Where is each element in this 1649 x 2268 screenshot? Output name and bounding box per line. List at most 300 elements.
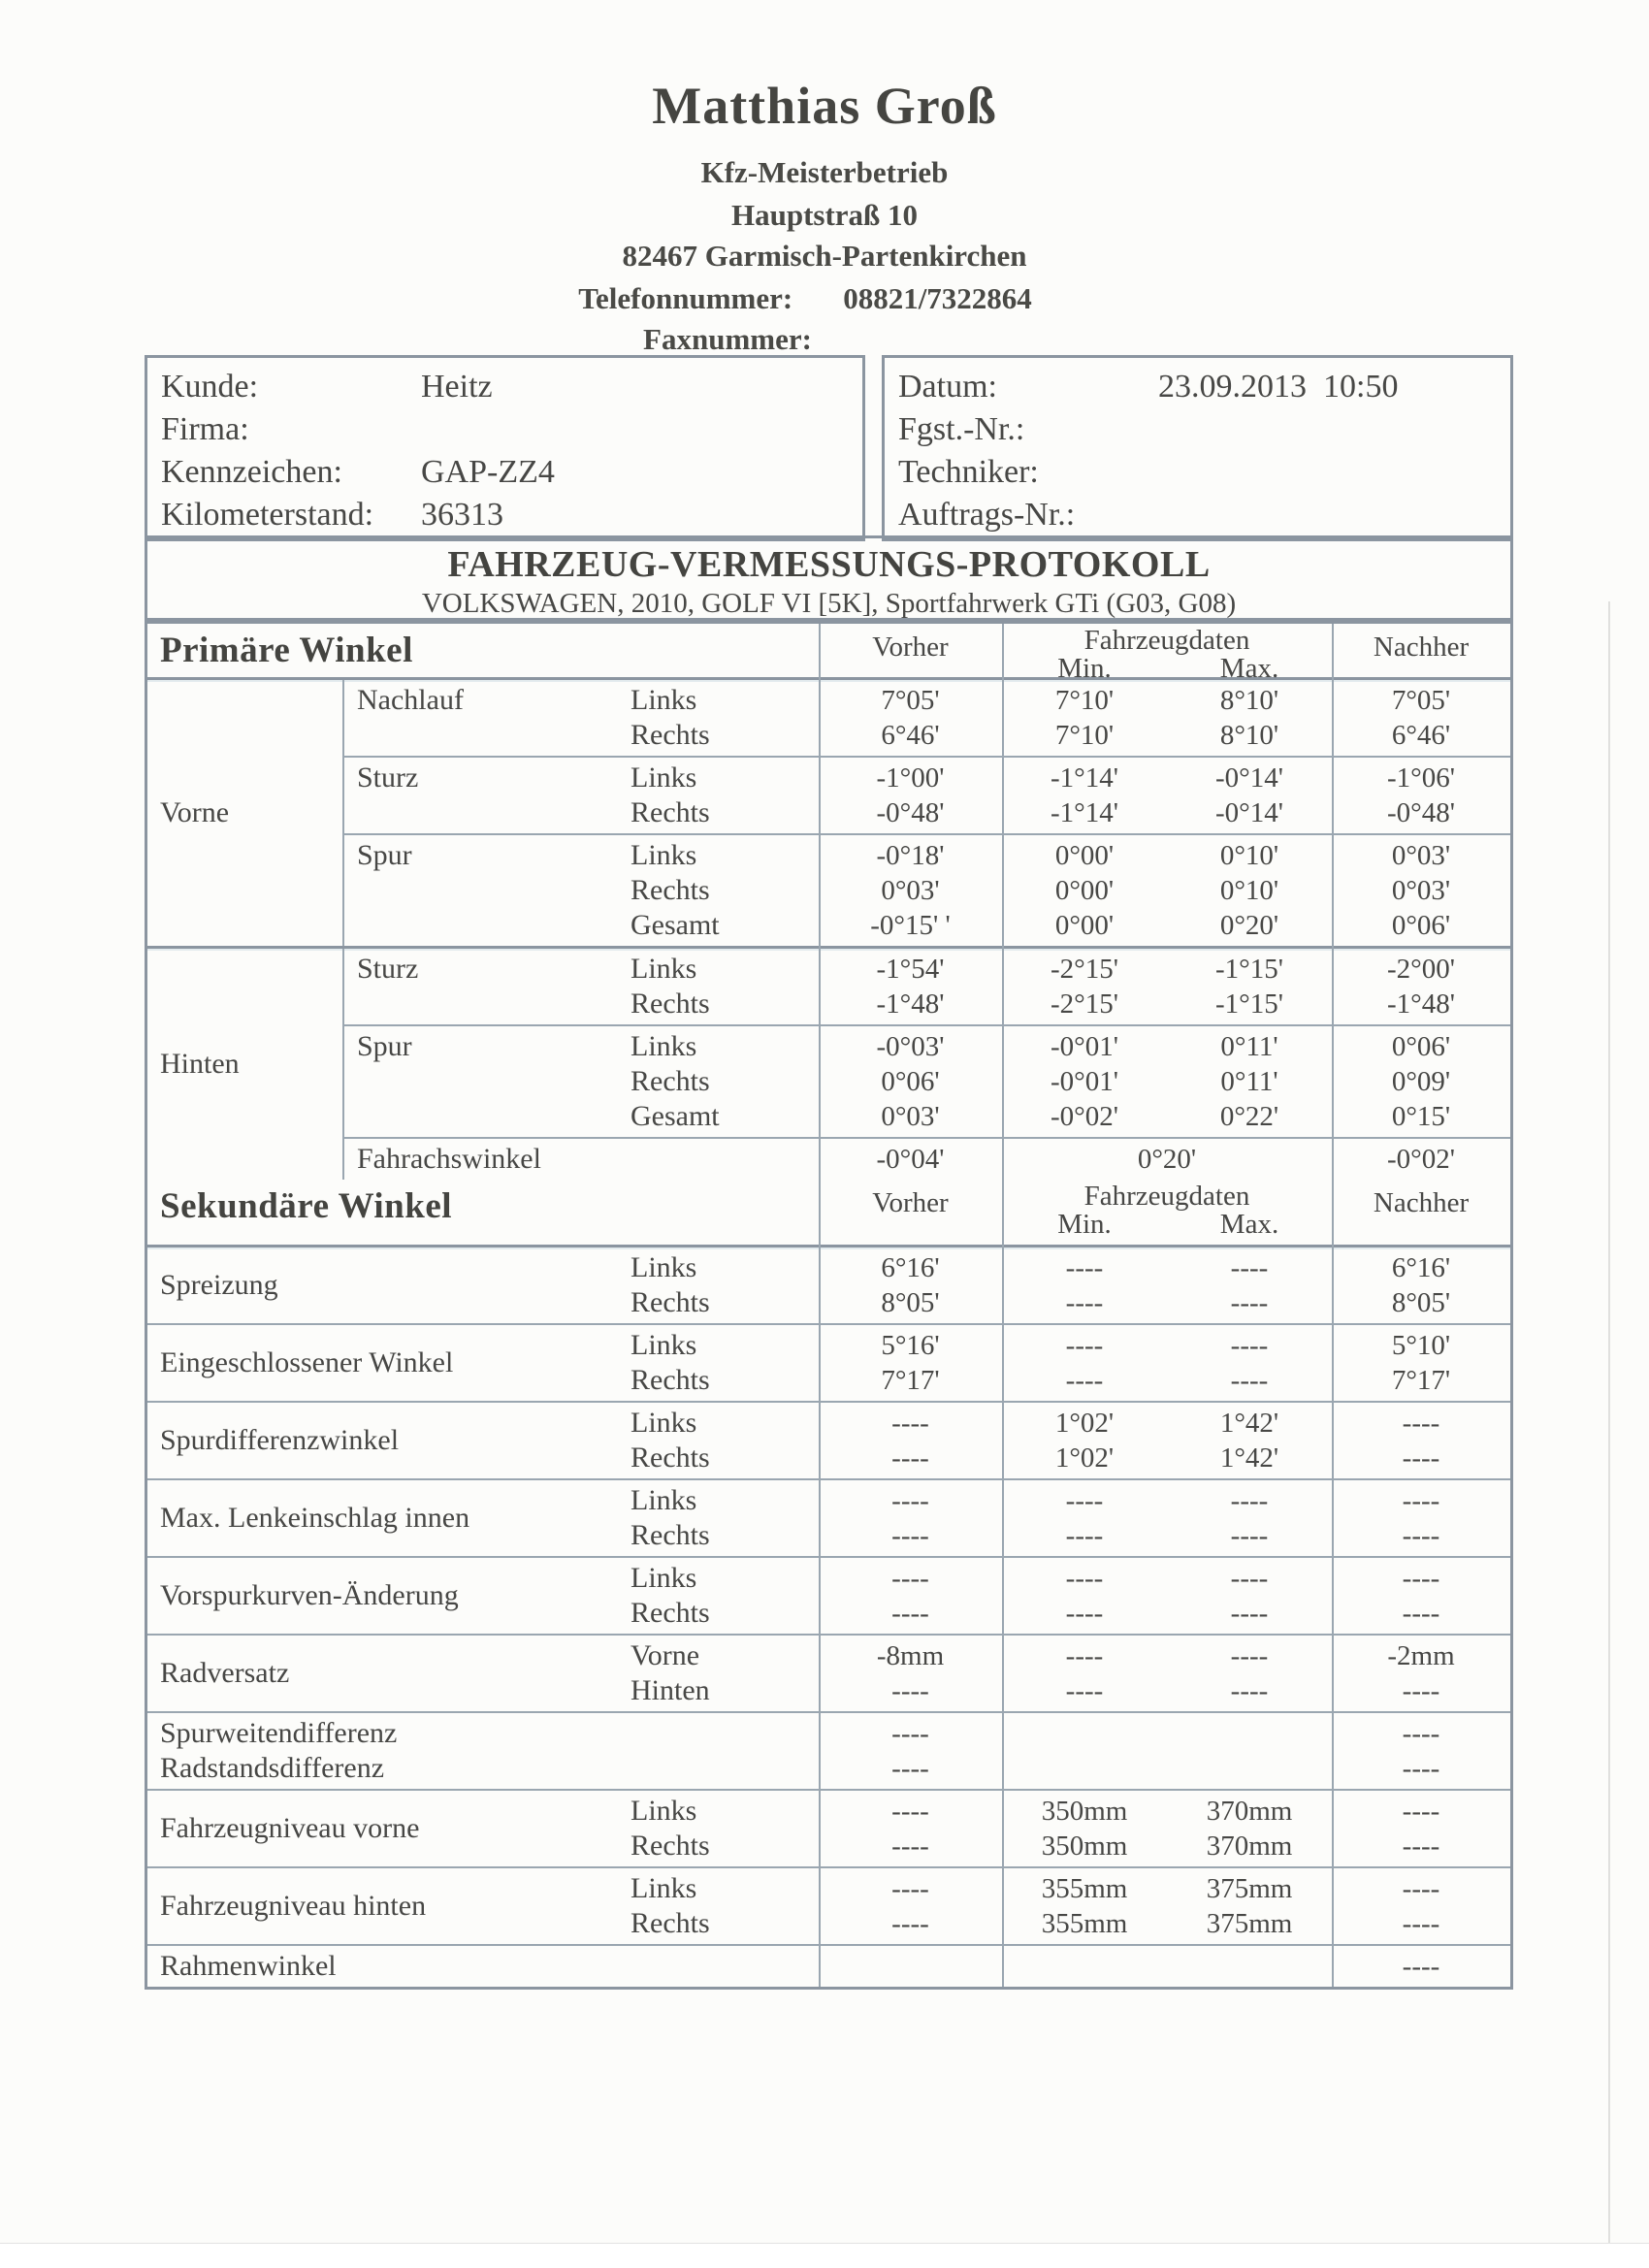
side-label: Links (630, 1407, 697, 1439)
value-min: 0°00' (1054, 840, 1115, 871)
row-label (147, 1480, 616, 1556)
measurement-line (616, 1949, 1510, 1984)
measurement-line (616, 1596, 1510, 1631)
value-vorher: -1°54' (876, 954, 945, 985)
value-min: 0°00' (1054, 875, 1115, 906)
value-vorher: 0°03' (881, 875, 940, 906)
info-row (161, 408, 862, 451)
secondary-angles-body (147, 1247, 1510, 1987)
value-vorher: 6°16' (881, 1252, 940, 1283)
value-nachher: ---- (1402, 1908, 1440, 1939)
primary-angles-header (147, 624, 1510, 684)
measurement-line (616, 1099, 1510, 1134)
side-label: Links (630, 1872, 697, 1904)
side-label (616, 1716, 819, 1751)
value-vorher: ---- (891, 1598, 929, 1629)
side-label: Vorne (630, 1639, 700, 1671)
side-label: Links (630, 1562, 697, 1594)
order-info-box (882, 355, 1513, 541)
value-max: ---- (1230, 1365, 1269, 1396)
value-max: 370mm (1206, 1796, 1293, 1827)
value-nachher: 8°05' (1391, 1287, 1451, 1318)
measure-row (147, 1558, 1510, 1636)
value-vorher: -8mm (876, 1640, 945, 1671)
value-nachher: -0°02' (1387, 1144, 1455, 1175)
row-label (147, 1713, 616, 1789)
measurement-line (616, 987, 1510, 1021)
side-label: Hinten (630, 1674, 710, 1706)
value-min: ---- (1065, 1563, 1104, 1594)
info-value: 36313 (421, 497, 503, 533)
parameter-lines (616, 761, 1510, 830)
row-label (147, 1247, 616, 1323)
value-vorher: ---- (891, 1718, 929, 1749)
col-header-max: Max. (1219, 1209, 1279, 1240)
section-title: Sekundäre Winkel (160, 1186, 453, 1226)
row-label-line: Spreizung (160, 1269, 278, 1301)
side-label: Links (630, 1030, 697, 1062)
parameter-row (344, 1139, 1510, 1180)
value-vorher: -0°03' (876, 1031, 945, 1062)
value-nachher: ---- (1402, 1753, 1440, 1784)
info-label: Fgst.-Nr.: (898, 411, 1025, 447)
side-label: Rechts (630, 1830, 710, 1862)
value-min: ---- (1065, 1485, 1104, 1516)
value-max: -0°14' (1215, 762, 1283, 794)
axle-group (147, 680, 1510, 949)
row-label (147, 1791, 616, 1866)
info-label: Firma: (161, 411, 249, 447)
measurement-line (616, 952, 1510, 987)
parameter-row (344, 835, 1510, 946)
info-label: Auftrags-Nr.: (898, 497, 1076, 533)
value-min: -2°15' (1051, 988, 1118, 1020)
value-max: 370mm (1206, 1831, 1293, 1862)
row-label (147, 1946, 616, 1987)
value-max (1167, 1716, 1332, 1751)
axle-group (147, 949, 1510, 1180)
measurement-line (616, 838, 1510, 873)
info-row (898, 494, 1510, 536)
parameter-label: Sturz (357, 953, 419, 985)
value-max: 0°10' (1219, 875, 1279, 906)
value-min: 350mm (1041, 1831, 1128, 1862)
row-label (147, 1868, 616, 1944)
value-min: -1°14' (1051, 797, 1118, 828)
measurement-line (616, 1751, 1510, 1786)
phone-label: Telefonnummer: (578, 281, 793, 315)
measurement-line (616, 1363, 1510, 1398)
value-nachher: 0°06' (1391, 910, 1451, 941)
fax-line (0, 322, 1552, 357)
fahrzeugdaten-label: Fahrzeugdaten (1083, 1181, 1250, 1212)
parameter-lines (616, 683, 1510, 753)
value-vorher: -1°00' (876, 762, 945, 794)
side-label: Links (630, 1329, 697, 1361)
value-max: -0°14' (1215, 797, 1283, 828)
info-value (421, 408, 862, 451)
measure-row (147, 1946, 1510, 1987)
value-nachher: 0°15' (1391, 1101, 1451, 1132)
measurement-line (616, 718, 1510, 753)
row-lines (616, 1791, 1510, 1866)
parameter-label: Nachlauf (357, 684, 464, 716)
value-min: 1°02' (1054, 1442, 1115, 1474)
info-label: Kennzeichen: (161, 454, 342, 490)
phone-line (0, 281, 1630, 316)
value-min (1002, 1949, 1167, 1984)
value-min: -0°02' (1051, 1101, 1118, 1132)
value-vorher: ---- (891, 1675, 929, 1706)
row-lines (616, 1325, 1510, 1401)
value-nachher: ---- (1402, 1951, 1440, 1982)
row-label-line: Fahrzeugniveau hinten (160, 1890, 427, 1922)
info-value (1158, 408, 1510, 451)
measurement-line (616, 1441, 1510, 1475)
value-max: ---- (1230, 1330, 1269, 1361)
info-label: Kunde: (161, 369, 259, 405)
row-label-line: Fahrzeugniveau vorne (160, 1812, 420, 1844)
value-vorher: 0°03' (881, 1101, 940, 1132)
side-label: Links (630, 1251, 697, 1283)
row-label-line: Radstandsdifferenz (160, 1752, 385, 1784)
measure-row (147, 1247, 1510, 1325)
row-label (147, 1325, 616, 1401)
side-label: Rechts (630, 1442, 710, 1474)
measurement-line (616, 761, 1510, 795)
row-label-line: Eingeschlossener Winkel (160, 1346, 454, 1378)
value-nachher: ---- (1402, 1442, 1440, 1474)
value-min: -2°15' (1051, 954, 1118, 985)
value-min: 7°10' (1054, 685, 1115, 716)
measurement-line (616, 1871, 1510, 1906)
value-max: ---- (1230, 1520, 1269, 1551)
measurement-line (616, 1285, 1510, 1320)
value-max: 375mm (1206, 1908, 1293, 1939)
value-min: -1°14' (1051, 762, 1118, 794)
info-value: 23.09.2013 10:50 (1158, 369, 1399, 405)
parameter-label: Fahrachswinkel (357, 1143, 541, 1175)
value-nachher: 0°09' (1391, 1066, 1451, 1097)
value-nachher: -0°48' (1387, 797, 1455, 828)
company-city: 82467 Garmisch-Partenkirchen (622, 239, 1027, 273)
col-header-vorher: Vorher (872, 1187, 949, 1218)
side-label: Links (630, 684, 697, 716)
measurement-line (616, 908, 1510, 943)
value-min: -0°01' (1051, 1031, 1118, 1062)
measurement-line (616, 1561, 1510, 1596)
value-nachher: ---- (1402, 1485, 1440, 1516)
col-header-min: Min. (1057, 653, 1112, 684)
measure-row (147, 1325, 1510, 1403)
fax-label: Faxnummer: (643, 322, 812, 356)
info-value: GAP-ZZ4 (421, 454, 555, 490)
row-lines (616, 1480, 1510, 1556)
value-vorher: ---- (891, 1753, 929, 1784)
value-nachher: ---- (1402, 1873, 1440, 1904)
phone-value: 08821/7322864 (843, 281, 1032, 315)
value-min: 350mm (1041, 1796, 1128, 1827)
measure-row (147, 1868, 1510, 1946)
side-label: Rechts (630, 796, 710, 828)
info-row (161, 494, 862, 536)
side-label: Gesamt (630, 909, 720, 941)
side-label: Rechts (630, 1519, 710, 1551)
value-vorher: ---- (891, 1796, 929, 1827)
value-min: ---- (1065, 1252, 1104, 1283)
section-title: Primäre Winkel (160, 631, 413, 670)
info-value: Heitz (421, 369, 493, 405)
axle-label: Hinten (147, 949, 344, 1180)
parameter-lines (616, 1029, 1510, 1134)
value-nachher: 0°03' (1391, 875, 1451, 906)
primary-angles-body (147, 680, 1510, 1180)
value-max: 0°11' (1220, 1031, 1278, 1062)
measurement-line (616, 873, 1510, 908)
info-row (161, 366, 862, 408)
scan-edge-right (1608, 601, 1610, 2251)
side-label: Links (630, 839, 697, 871)
value-min: -0°01' (1051, 1066, 1118, 1097)
row-lines (616, 1946, 1510, 1987)
info-value (1158, 494, 1510, 536)
row-label-line: Max. Lenkeinschlag innen (160, 1502, 470, 1534)
value-vorher: ---- (891, 1520, 929, 1551)
parameter-lines (819, 1142, 1510, 1177)
info-row (898, 451, 1510, 494)
info-row (161, 451, 862, 494)
col-header-vorher: Vorher (872, 632, 949, 663)
row-label (147, 1558, 616, 1634)
value-min (1002, 1751, 1167, 1786)
value-nachher: -1°48' (1387, 988, 1455, 1020)
value-max: ---- (1230, 1598, 1269, 1629)
value-nachher: 7°05' (1391, 685, 1451, 716)
value-max: 0°11' (1220, 1066, 1278, 1097)
value-min: 355mm (1041, 1908, 1128, 1939)
info-value (1158, 451, 1510, 494)
parameter-label: Spur (357, 839, 412, 871)
value-range: 0°20' (1137, 1144, 1197, 1175)
parameter-row (344, 680, 1510, 758)
measurement-line (616, 1906, 1510, 1941)
value-max: ---- (1230, 1640, 1269, 1671)
col-header-fahrzeugdaten (1002, 1180, 1332, 1245)
side-label (616, 1751, 819, 1786)
value-min: ---- (1065, 1520, 1104, 1551)
value-vorher: 5°16' (881, 1330, 940, 1361)
parameter-lines (616, 838, 1510, 943)
measurement-line (616, 795, 1510, 830)
row-label (147, 1636, 616, 1711)
value-max: 1°42' (1219, 1442, 1279, 1474)
value-nachher: 6°46' (1391, 720, 1451, 751)
measure-row (147, 1791, 1510, 1868)
measurement-line (616, 1638, 1510, 1673)
col-header-nachher: Nachher (1373, 632, 1470, 663)
value-nachher: ---- (1402, 1718, 1440, 1749)
value-max: -1°15' (1215, 954, 1283, 985)
row-lines (616, 1247, 1510, 1323)
value-max: 0°20' (1219, 910, 1279, 941)
company-subtitle: Kfz-Meisterbetrieb (700, 155, 949, 189)
minmax-header-row (1002, 655, 1332, 682)
side-label: Rechts (630, 1597, 710, 1629)
value-vorher: 7°05' (881, 685, 940, 716)
value-vorher: 0°06' (881, 1066, 940, 1097)
value-min: ---- (1065, 1675, 1104, 1706)
parameter-row (344, 758, 1510, 835)
value-min: 0°00' (1054, 910, 1115, 941)
value-max: 8°10' (1219, 720, 1279, 751)
side-label (616, 1949, 819, 1984)
measurement-line (616, 1483, 1510, 1518)
row-label-line: Rahmenwinkel (160, 1950, 337, 1982)
row-lines (616, 1558, 1510, 1634)
value-nachher: ---- (1402, 1831, 1440, 1862)
value-min: ---- (1065, 1365, 1104, 1396)
measurement-line (616, 1250, 1510, 1285)
parameter-lines (616, 952, 1510, 1021)
row-label-line: Spurdifferenzwinkel (160, 1424, 400, 1456)
value-max: ---- (1230, 1252, 1269, 1283)
value-vorher: -0°18' (876, 840, 945, 871)
measurement-line (616, 1406, 1510, 1441)
side-label: Rechts (630, 1286, 710, 1318)
value-max: 0°10' (1219, 840, 1279, 871)
row-label-line: Vorspurkurven-Änderung (160, 1579, 459, 1611)
value-max (1167, 1949, 1332, 1984)
value-vorher: ---- (891, 1485, 929, 1516)
value-min (1002, 1716, 1167, 1751)
measurement-line (616, 1829, 1510, 1863)
measurement-line (616, 1716, 1510, 1751)
measurement-line (819, 1142, 1510, 1177)
table-divider-fahrzeugdaten-nachher (1332, 624, 1334, 1987)
side-label: Gesamt (630, 1100, 720, 1132)
value-vorher: -1°48' (876, 988, 945, 1020)
side-label: Rechts (630, 1364, 710, 1396)
value-min: ---- (1065, 1640, 1104, 1671)
value-max: ---- (1230, 1485, 1269, 1516)
fahrzeugdaten-label: Fahrzeugdaten (1083, 625, 1250, 656)
row-label (147, 1403, 616, 1478)
measurement-line (616, 1673, 1510, 1708)
secondary-angles-header (147, 1180, 1510, 1247)
value-vorher: ---- (891, 1563, 929, 1594)
value-max: 1°42' (1219, 1408, 1279, 1439)
parameter-row (344, 1026, 1510, 1139)
col-header-fahrzeugdaten (1002, 624, 1332, 684)
side-label: Rechts (630, 988, 710, 1020)
row-lines (616, 1713, 1510, 1789)
value-vorher: 6°46' (881, 720, 940, 751)
axle-params (344, 680, 1510, 946)
value-vorher: ---- (891, 1831, 929, 1862)
value-vorher: ---- (891, 1442, 929, 1474)
customer-info-box (145, 355, 865, 541)
value-vorher: ---- (891, 1873, 929, 1904)
value-nachher: ---- (1402, 1598, 1440, 1629)
measure-row (147, 1636, 1510, 1713)
parameter-label: Sturz (357, 761, 419, 794)
side-label: Links (630, 953, 697, 985)
value-min: ---- (1065, 1598, 1104, 1629)
value-max: ---- (1230, 1287, 1269, 1318)
value-min: 355mm (1041, 1873, 1128, 1904)
value-vorher: -0°15' ' (870, 910, 951, 941)
value-vorher: ---- (891, 1908, 929, 1939)
axle-params (344, 949, 1510, 1180)
value-min: 7°10' (1054, 720, 1115, 751)
measurement-line (616, 1328, 1510, 1363)
row-lines (616, 1636, 1510, 1711)
value-max: 0°22' (1219, 1101, 1279, 1132)
value-nachher: ---- (1402, 1563, 1440, 1594)
measure-row (147, 1480, 1510, 1558)
value-nachher: ---- (1402, 1796, 1440, 1827)
info-label: Kilometerstand: (161, 497, 374, 533)
row-lines (616, 1868, 1510, 1944)
row-label-line: Spurweitendifferenz (160, 1717, 398, 1749)
vehicle-description: VOLKSWAGEN, 2010, GOLF VI [5K], Sportfahrwerk GTi (G03, G08) (421, 588, 1237, 619)
measurement-line (616, 1029, 1510, 1064)
value-nachher: -2mm (1387, 1640, 1455, 1671)
minmax-header-row (1002, 1211, 1332, 1238)
company-name: Matthias Groß (652, 77, 997, 135)
value-max: 375mm (1206, 1873, 1293, 1904)
protocol-title-box (145, 535, 1513, 621)
value-nachher: 5°10' (1391, 1330, 1451, 1361)
value-nachher: 0°03' (1391, 840, 1451, 871)
scan-edge-bottom (0, 2243, 1649, 2268)
value-vorher: ---- (891, 1408, 929, 1439)
parameter-row (344, 949, 1510, 1026)
col-header-nachher: Nachher (1373, 1187, 1470, 1218)
side-label: Links (630, 761, 697, 794)
info-row (898, 408, 1510, 451)
table-divider-vorher-fahrzeugdaten (1002, 624, 1004, 1987)
value-nachher: ---- (1402, 1675, 1440, 1706)
measurement-line (616, 1064, 1510, 1099)
measurement-line (616, 1794, 1510, 1829)
value-vorher: -0°04' (876, 1144, 945, 1175)
value-nachher: 7°17' (1391, 1365, 1451, 1396)
value-nachher: -2°00' (1387, 954, 1455, 985)
side-label: Rechts (630, 874, 710, 906)
value-max: ---- (1230, 1675, 1269, 1706)
value-min: 1°02' (1054, 1408, 1115, 1439)
col-header-min: Min. (1057, 1209, 1112, 1240)
value-vorher: 8°05' (881, 1287, 940, 1318)
value-nachher: ---- (1402, 1408, 1440, 1439)
measurement-line (616, 683, 1510, 718)
measurement-table (145, 621, 1513, 1990)
value-nachher: 6°16' (1391, 1252, 1451, 1283)
value-min: ---- (1065, 1330, 1104, 1361)
info-label: Datum: (898, 369, 997, 405)
col-header-max: Max. (1219, 653, 1279, 684)
value-max (1167, 1751, 1332, 1786)
row-label-line: Radversatz (160, 1657, 290, 1689)
row-lines (616, 1403, 1510, 1478)
value-max: 8°10' (1219, 685, 1279, 716)
parameter-label: Spur (357, 1030, 412, 1062)
company-street: Hauptstraß 10 (730, 198, 919, 232)
protocol-title: FAHRZEUG-VERMESSUNGS-PROTOKOLL (447, 544, 1211, 585)
value-nachher: 0°06' (1391, 1031, 1451, 1062)
value-vorher (819, 1949, 1002, 1984)
